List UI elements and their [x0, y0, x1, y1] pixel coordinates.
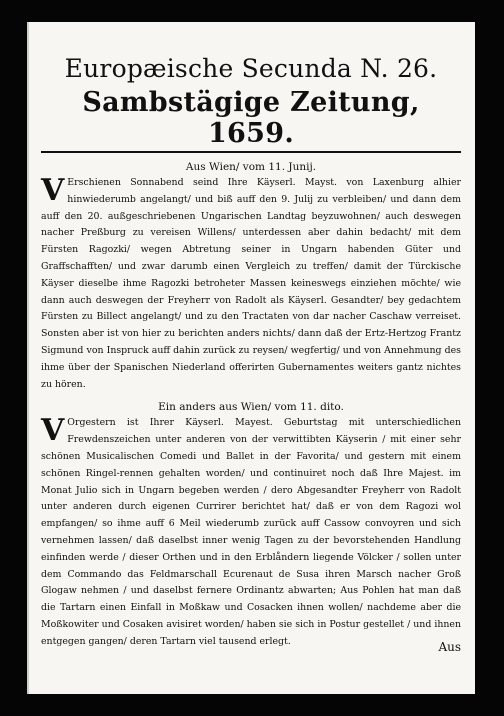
article-text-1: Erschienen Sonnabend seind Ihre Käyserl. Mayst. von Laxenburg alhier hinwiederumb angelangt/ und biß auff den 9. Julij zu verbleiben/ und dann dem auff den 20. außgeschriebenen Ungarischen Landtag beyzuwohnen/ auch deswegen nacher Preßburg zu vereisen Willens/ unterdessen aber dahin bedacht/ mit dem Fürsten Ragozki/ wegen Abtretung seiner in Ungarn habenden Güter und Graffschafften/ und zwar darumb einen Vergleich zu treffen/ damit der Türckische Käyser dieselbe ihme Ragozki betroheter Massen keineswegs einziehen möchte/ wie dann auch deswegen der Freyherr von Radolt als Käyserl. Gesandter/ bey gedachtem Fürsten zu Billect angelangt/ und zu den Tractaten von dar nacher Caschaw verreiset. Sonsten aber ist von hier zu berichten anders nichts/ dann daß der Ertz-Hertzog Frantz Sigmund von Inspruck auff dahin zurück zu reysen/ wegfertig/ und von Annehmung des ihme über der Spanischen Niederland offerirten Gubernamentes weiters gantz nichtes zu hören. — [41, 177, 461, 390]
dropcap-2: V — [41, 413, 65, 449]
masthead-line1: Europæische Secunda N. 26. — [64, 54, 438, 83]
section-heading-2: Ein anders aus Wien/ vom 11. dito. — [158, 401, 344, 414]
newspaper-page — [27, 22, 475, 694]
masthead-title: Sambstägige Zeitung, 1659. — [41, 87, 461, 153]
article-paragraph-2 — [41, 415, 461, 650]
catchword: Aus — [438, 640, 461, 654]
article-paragraph-1 — [41, 175, 461, 393]
section-heading-1: Aus Wien/ vom 11. Junij. — [185, 161, 317, 173]
dropcap-1: V — [41, 173, 65, 208]
article-text-2: Orgestern ist Ihrer Käyserl. Mayest. Geburtstag mit unterschiedlichen Frewdenszeichen unter anderen von der verwittibten Käyserin / mit einer sehr schönen Musicalischen Comedi und Ballet in der Favorita/ und gestern mit einem schönen Ringel-rennen gehalten worden/ und continuiret noch daß Ihre Majest. im Monat Julio sich in Ungarn begeben werden / dero Abgesandter Freyherr von Radolt unter anderen durch eigenen Currirer berichtet hat/ daß er von dem Ragozi wol empfangen/ so ihme auff 6 Meil wiederumb zurück auff Cassow convoyren und sich vernehmen lassen/ daß daselbst inner wenig Tagen zu der bevorstehenden Handlung einfinden werde / dieser Orthen und in den Erblåndern liegende Völcker / sollen unter dem Commando das Feldmarschall Ecurenaut de Susa ihren Marsch nacher Groß Glogaw nehmen / und daselbst fernere Ordinantz abwarten; Aus Pohlen hat man daß die Tartarn einen Einfall in Moßkaw und Cosacken ihnen wollen/ nachdeme aber die Moßkowiter und Cosaken avisiret worden/ haben sie sich in Postur gestellet / und ihnen entgegen gangen/ deren Tartarn viel tausend erlegt. — [41, 417, 461, 647]
